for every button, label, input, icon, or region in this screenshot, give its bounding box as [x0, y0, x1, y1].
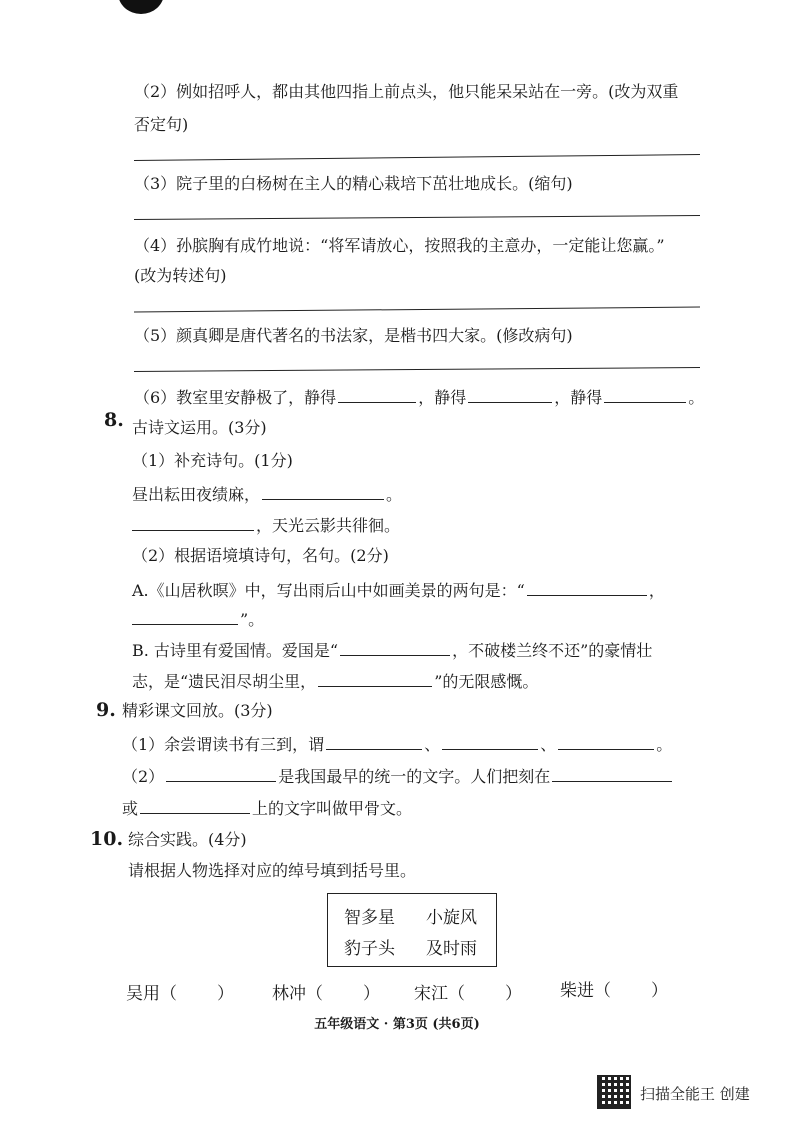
q8-poem2: ，天光云影共徘徊。 — [132, 512, 400, 538]
q9-sub2-line2: 或 上的文字叫做甲骨文。 — [122, 795, 412, 821]
blank[interactable] — [340, 637, 450, 656]
blank[interactable] — [338, 384, 416, 403]
blank[interactable] — [527, 577, 647, 596]
answer-line[interactable] — [134, 215, 700, 220]
role-songjiang: 宋江（ ） — [414, 984, 522, 1004]
q8-b-line1: B. 古诗里有爱国情。爱国是“ ，不破楼兰终不还”的豪情壮 — [132, 637, 652, 663]
scan-artifact — [118, 0, 164, 14]
nickname-jishiyu: 及时雨 — [426, 939, 477, 959]
q8-number: 8. — [104, 409, 124, 431]
answer-line[interactable] — [134, 367, 700, 372]
q8-a-line2: ”。 — [132, 606, 264, 632]
q9-title: 精彩课文回放。(3分) — [122, 701, 273, 720]
page-footer: 五年级语文 · 第3页 (共6页) — [314, 1017, 480, 1032]
q8-sub1: （1）补充诗句。(1分) — [132, 451, 293, 470]
q8-poem1: 昼出耘田夜绩麻， 。 — [132, 481, 402, 507]
nickname-box — [327, 893, 497, 967]
q7-item4-line2: (改为转述句) — [134, 266, 227, 285]
q7-item6: （6）教室里安静极了，静得 ，静得 ，静得 。 — [134, 384, 704, 410]
q9-sub2-line1: （2） 是我国最早的统一的文字。人们把刻在 — [122, 763, 674, 789]
q7-item2-line2: 否定句) — [134, 115, 189, 134]
q10-instruction: 请根据人物选择对应的绰号填到括号里。 — [128, 861, 417, 880]
q10-number: 10. — [90, 828, 124, 850]
q10-title: 综合实践。(4分) — [128, 830, 247, 849]
blank[interactable] — [132, 512, 254, 531]
blank[interactable] — [442, 731, 538, 750]
q7-item5: （5）颜真卿是唐代著名的书法家，是楷书四大家。(修改病句) — [134, 326, 573, 345]
blank[interactable] — [604, 384, 686, 403]
answer-line[interactable] — [134, 154, 700, 161]
role-chaijin: 柴进（ ） — [560, 981, 668, 1001]
blank[interactable] — [132, 606, 238, 625]
q7-item2-line1: （2）例如招呼人，都由其他四指上前点头，他只能呆呆站在一旁。(改为双重 — [134, 82, 679, 101]
role-wuyong: 吴用（ ） — [126, 984, 234, 1004]
blank[interactable] — [140, 795, 250, 814]
q9-sub1: （1）余尝谓读书有三到，谓 、 、 。 — [122, 731, 672, 757]
blank[interactable] — [262, 481, 384, 500]
qr-code-icon — [597, 1075, 631, 1109]
blank[interactable] — [166, 763, 276, 782]
blank[interactable] — [552, 763, 672, 782]
q8-b-line2: 志，是“遗民泪尽胡尘里， ”的无限感慨。 — [132, 668, 538, 694]
q8-title: 古诗文运用。(3分) — [132, 418, 267, 437]
scanner-watermark: 扫描全能王 创建 — [640, 1085, 750, 1103]
role-linchong: 林冲（ ） — [272, 984, 380, 1004]
blank[interactable] — [326, 731, 422, 750]
blank[interactable] — [468, 384, 552, 403]
q8-a-line1: A.《山居秋暝》中，写出雨后山中如画美景的两句是：“ ， — [132, 577, 665, 603]
nickname-baozitou: 豹子头 — [344, 939, 395, 959]
answer-line[interactable] — [134, 307, 700, 313]
q9-number: 9. — [96, 699, 116, 721]
blank[interactable] — [318, 668, 432, 687]
nickname-xiaoxuanfeng: 小旋风 — [426, 908, 477, 928]
q8-sub2: （2）根据语境填诗句，名句。(2分) — [132, 546, 389, 565]
q7-item4-line1: （4）孙膑胸有成竹地说：“将军请放心，按照我的主意办，一定能让您赢。” — [134, 236, 665, 255]
q7-item3: （3）院子里的白杨树在主人的精心栽培下茁壮地成长。(缩句) — [134, 174, 573, 193]
blank[interactable] — [558, 731, 654, 750]
nickname-zhiduoxing: 智多星 — [344, 908, 395, 928]
